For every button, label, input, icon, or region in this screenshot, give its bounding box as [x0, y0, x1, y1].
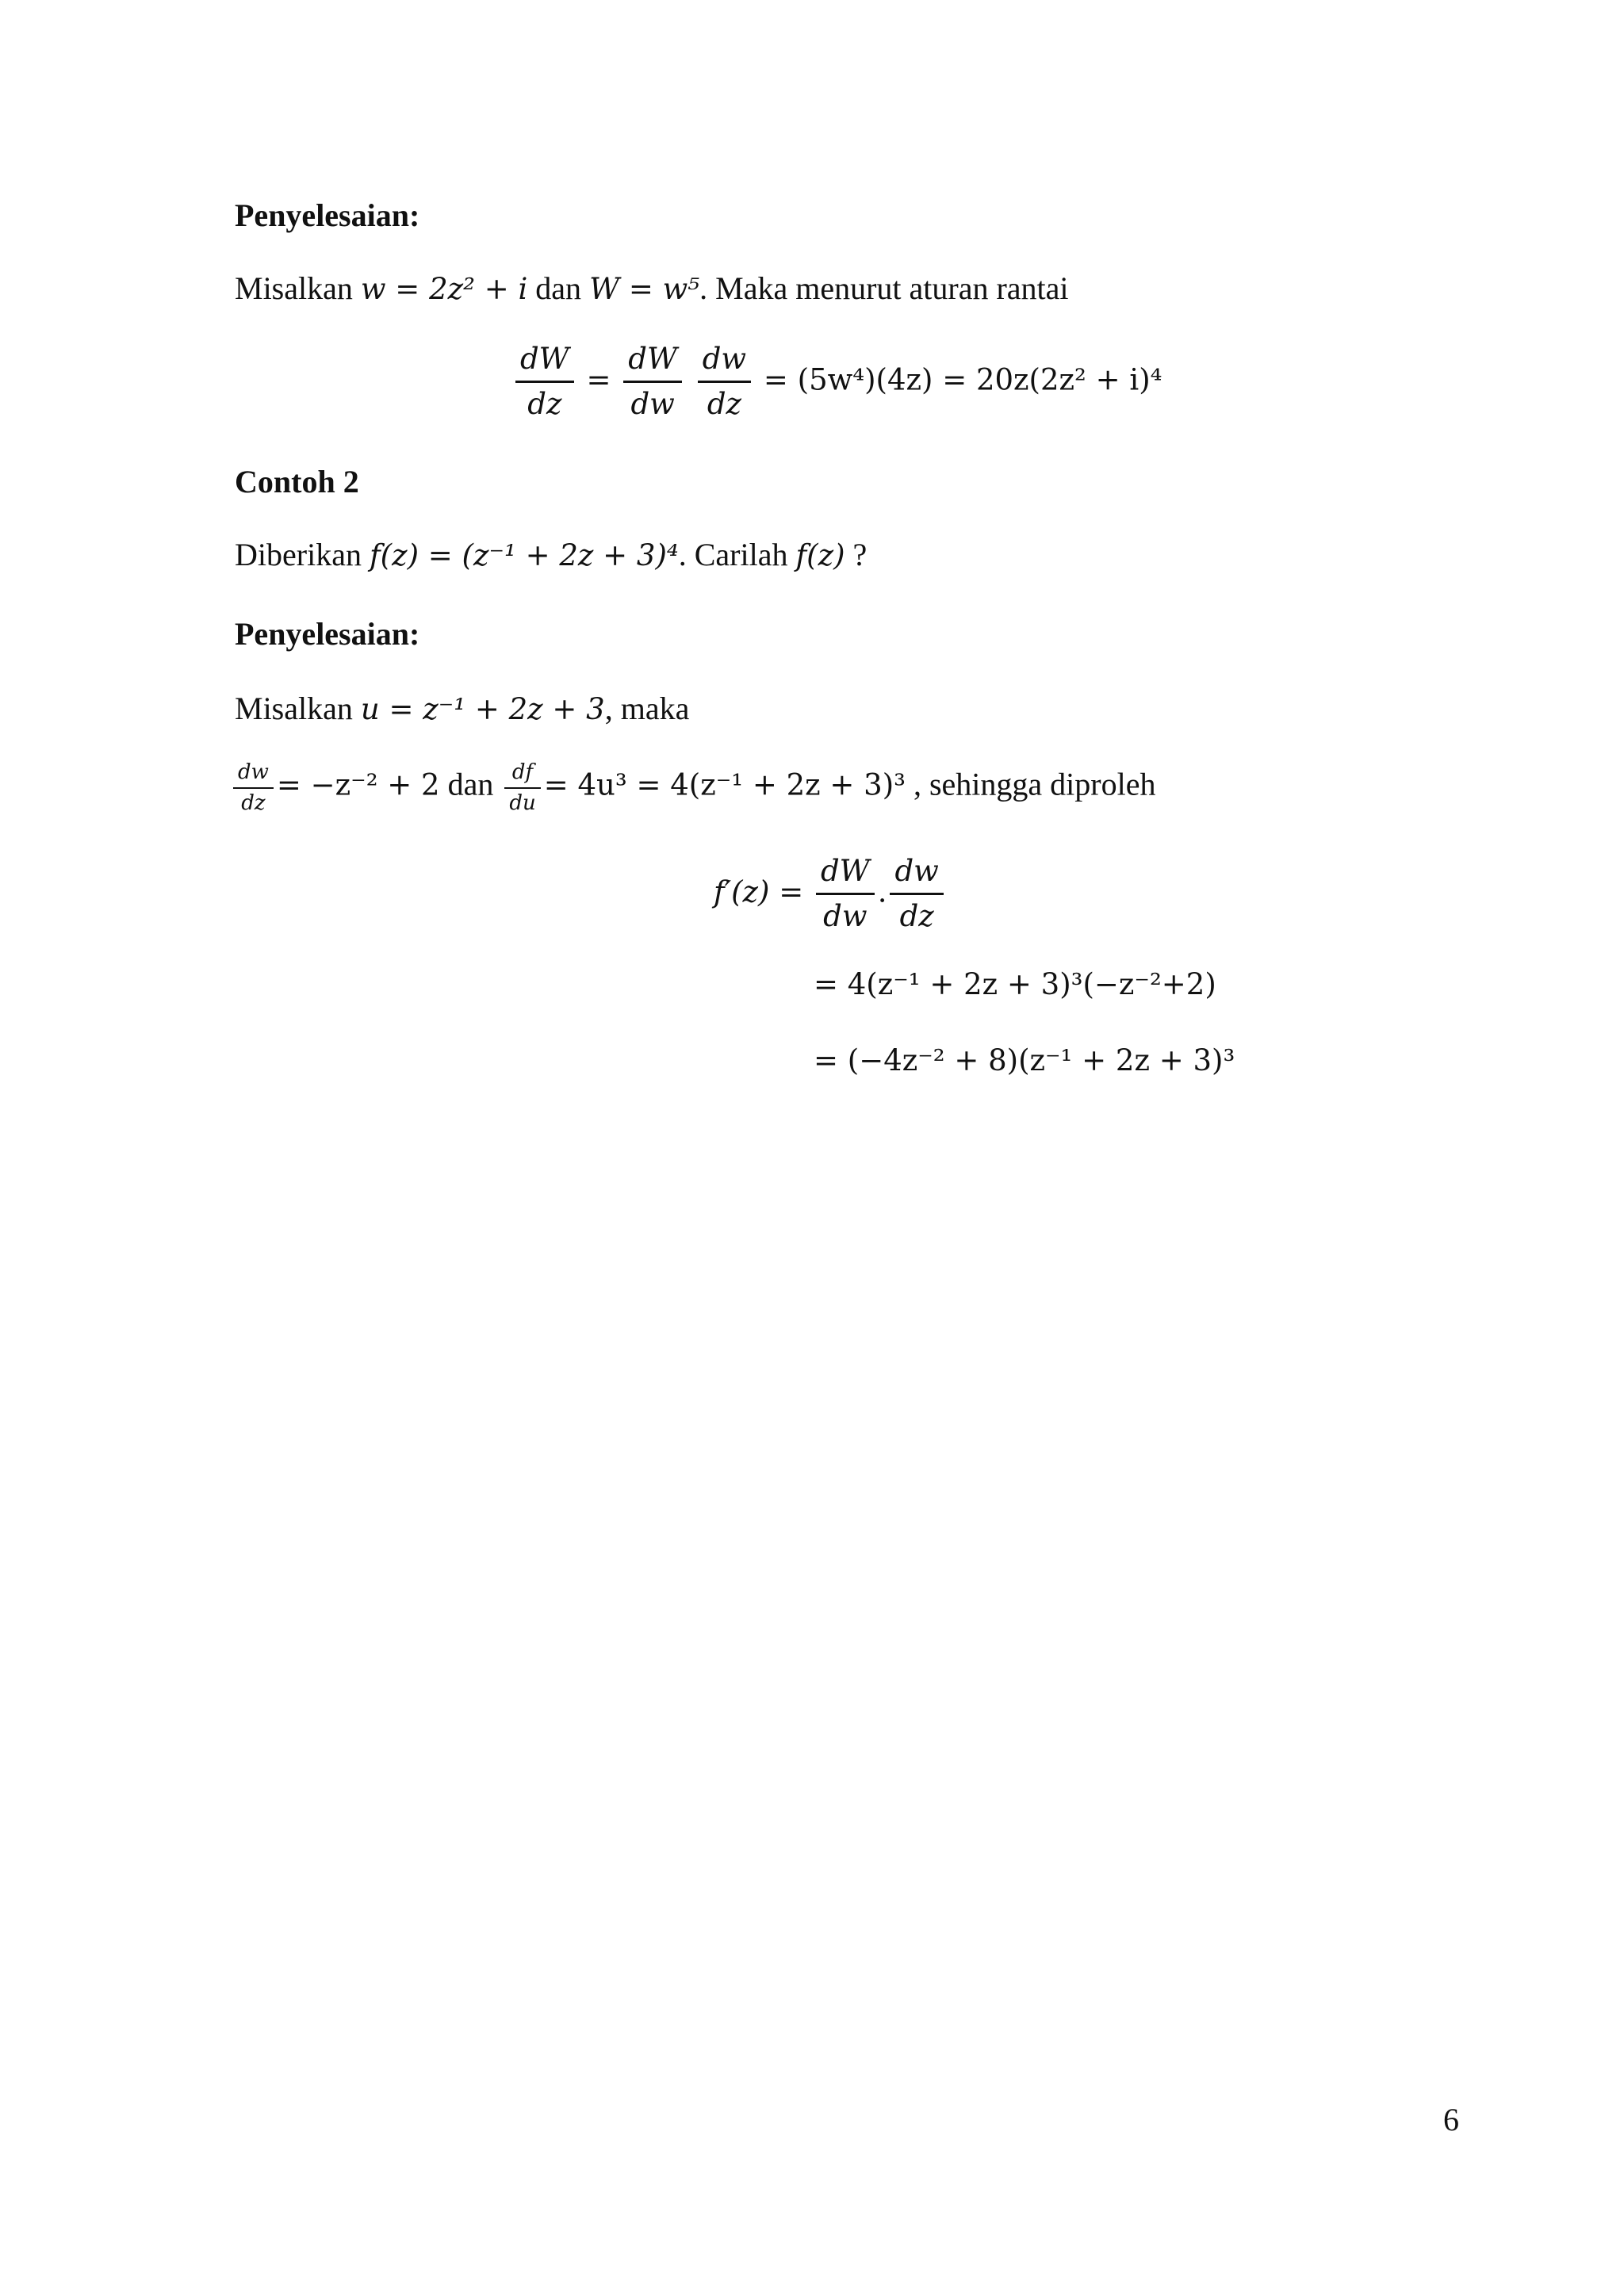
equation-f-prime-line-2: = 4(z⁻¹ + 2z + 3)³(−z⁻²+2): [814, 967, 1216, 1001]
fraction-dw-dz: $\frac{dw}{dz}$: [698, 341, 751, 423]
math-w-definition: w = 2z² + i: [360, 272, 528, 306]
fraction-dW-dz: $\frac{dW}{dz}$: [515, 341, 574, 423]
paragraph-misalkan-w: Misalkan w = 2z² + i dan W = w⁵. Maka menurut aturan rantai: [235, 270, 1069, 306]
page-number: 6: [1443, 2102, 1459, 2137]
math-dw-dz-value: = −z⁻² + 2: [276, 767, 440, 802]
paragraph-misalkan-u: Misalkan u = z⁻¹ + 2z + 3, maka: [235, 691, 690, 726]
fraction-dW-dw-2: $\frac{dW}{dw}$: [816, 853, 875, 936]
heading-contoh-2: Contoh 2: [235, 464, 359, 499]
fraction-dw-dz-2: $\frac{dw}{dz}$: [890, 853, 943, 936]
fraction-df-du-small: $\frac{df}{du}$: [504, 760, 540, 816]
heading-penyelesaian-2: Penyelesaian:: [235, 616, 420, 652]
math-W-definition: W = w⁵: [589, 272, 700, 306]
equation-chain-rule-rhs: = (5w⁴)(4z) = 20z(2z² + i)⁴: [763, 362, 1162, 397]
fraction-dW-dw: $\frac{dW}{dw}$: [623, 341, 682, 423]
math-u-definition: u = z⁻¹ + 2z + 3: [360, 692, 605, 726]
math-f-definition: f(z) = (z⁻¹ + 2z + 3)⁴: [369, 538, 679, 572]
math-f-z: f(z): [795, 538, 845, 572]
equation-chain-rule: $\frac{dW}{dz}$ = $\frac{dW}{dw}$ $\frac{dw}{dz}$ = (5w⁴)(4z) = 20z(2z² + i)⁴: [512, 341, 1162, 423]
heading-penyelesaian-1: Penyelesaian:: [235, 197, 420, 233]
equation-f-prime: f′(z) = $\frac{dW}{dw}$ . $\frac{dw}{dz}$: [714, 853, 947, 936]
equation-f-prime-line-3: = (−4z⁻² + 8)(z⁻¹ + 2z + 3)³: [814, 1043, 1235, 1077]
paragraph-diberikan: Diberikan f(z) = (z⁻¹ + 2z + 3)⁴. Carilah f(z) ?: [235, 537, 868, 572]
math-df-du-value: = 4u³ = 4(z⁻¹ + 2z + 3)³: [543, 767, 906, 802]
math-f-prime-lhs: f′(z) =: [714, 874, 804, 909]
fraction-dw-dz-small: $\frac{dw}{dz}$: [233, 760, 274, 816]
paragraph-derivatives: $\frac{dw}{dz}$ = −z⁻² + 2 dan $\frac{df}{du}$ = 4u³ = 4(z⁻¹ + 2z + 3)³ , sehingga diproleh: [230, 760, 1155, 816]
